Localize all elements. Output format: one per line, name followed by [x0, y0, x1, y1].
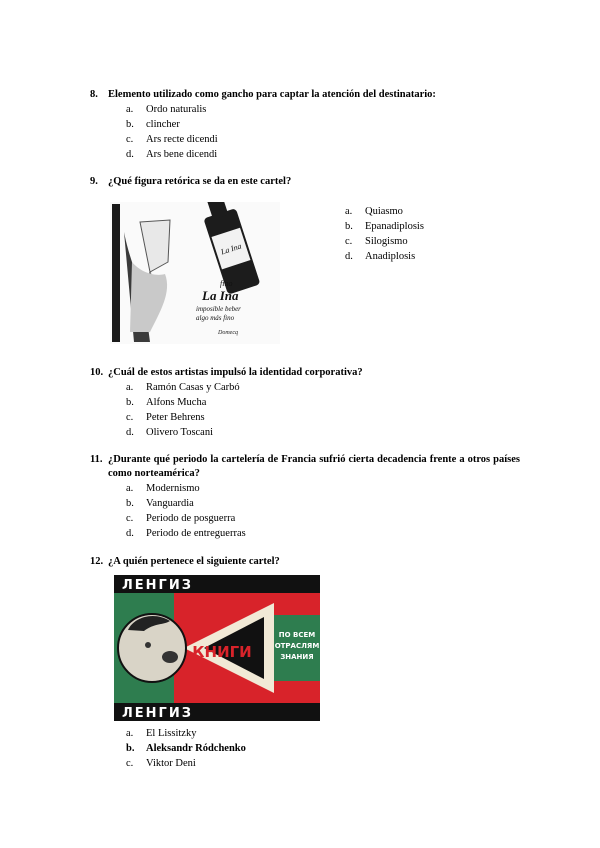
- poster-bottom-lengiz: ЛЕНГИЗ: [122, 706, 193, 721]
- la-ina-poster-image: [110, 202, 280, 344]
- question-number: 9.: [90, 176, 98, 187]
- option-letter: d.: [126, 528, 134, 539]
- option-text: Olivero Toscani: [146, 427, 214, 438]
- question-9: [90, 175, 520, 189]
- options-list: [90, 102, 520, 162]
- question-text: ¿Cuál de estos artistas impulsó la identidad corporativa?: [108, 367, 363, 378]
- option-text: Ramón Casas y Carbó: [146, 382, 240, 393]
- question-12: [90, 555, 520, 569]
- option-text: Periodo de posguerra: [146, 513, 236, 524]
- option-b[interactable]: [90, 741, 520, 756]
- option-text: Anadiplosis: [365, 251, 416, 262]
- question-title: [90, 175, 520, 189]
- question-11: [90, 453, 520, 541]
- option-text: Aleksandr Ródchenko: [146, 743, 246, 754]
- question-10: [90, 366, 520, 440]
- option-letter: d.: [126, 149, 134, 160]
- poster-line-imposible: imposible beber: [196, 305, 241, 313]
- options-list: [345, 204, 505, 264]
- lengiz-poster: [114, 575, 320, 721]
- question-number: 10.: [90, 367, 104, 378]
- option-letter: b.: [345, 221, 353, 232]
- option-a[interactable]: [90, 726, 520, 741]
- option-letter: a.: [345, 206, 353, 217]
- option-letter: b.: [126, 743, 135, 754]
- poster-side-3: ЗНАНИЯ: [280, 653, 314, 661]
- option-d[interactable]: [90, 147, 520, 162]
- question-text: Elemento utilizado como gancho para captar la atención del destinatario:: [108, 89, 436, 100]
- poster-knigi: КНИГИ: [192, 643, 252, 661]
- option-text: Ars bene dicendi: [146, 149, 218, 160]
- option-letter: d.: [126, 427, 134, 438]
- option-a[interactable]: [90, 102, 520, 117]
- option-d[interactable]: [90, 425, 520, 440]
- poster-side-1: ПО ВСЕМ: [278, 631, 316, 639]
- option-letter: a.: [126, 483, 134, 494]
- option-a[interactable]: [90, 380, 520, 395]
- option-letter: c.: [126, 134, 134, 145]
- options-list: [90, 481, 520, 541]
- question-text: ¿Qué figura retórica se da en este cartel?: [108, 176, 292, 187]
- option-a[interactable]: [345, 204, 505, 219]
- bottle-label: La Ina: [219, 241, 243, 257]
- option-b[interactable]: [90, 395, 520, 410]
- option-b[interactable]: [345, 219, 505, 234]
- poster-line-la-ina: La Ina: [202, 288, 239, 303]
- option-text: Alfons Mucha: [146, 397, 207, 408]
- option-d[interactable]: [345, 249, 505, 264]
- option-text: Silogismo: [365, 236, 408, 247]
- option-c[interactable]: [90, 756, 520, 771]
- option-text: Ars recte dicendi: [146, 134, 218, 145]
- question-number: 11.: [90, 454, 103, 465]
- option-text: Ordo naturalis: [146, 104, 207, 115]
- option-text: Quiasmo: [365, 206, 403, 217]
- question-text: ¿A quién pertenece el siguiente cartel?: [108, 556, 280, 567]
- question-title: [90, 366, 520, 380]
- option-text: Modernismo: [146, 483, 200, 494]
- option-text: Vanguardia: [146, 498, 194, 509]
- option-letter: a.: [126, 382, 134, 393]
- option-text: Periodo de entreguerras: [146, 528, 246, 539]
- option-letter: a.: [126, 728, 134, 739]
- option-c[interactable]: [90, 410, 520, 425]
- options-list: [90, 726, 520, 771]
- poster-line-fino: fino: [220, 279, 233, 288]
- question-title: [90, 555, 520, 569]
- poster-signature: Domecq: [218, 330, 238, 336]
- option-letter: c.: [126, 412, 134, 423]
- poster-top-lengiz: ЛЕНГИЗ: [122, 578, 193, 593]
- question-number: 12.: [90, 556, 104, 567]
- option-letter: b.: [126, 397, 134, 408]
- question-number: 8.: [90, 89, 98, 100]
- option-text: Epanadiplosis: [365, 221, 424, 232]
- option-c[interactable]: [345, 234, 505, 249]
- option-letter: c.: [345, 236, 353, 247]
- options-list: [90, 380, 520, 440]
- option-b[interactable]: [90, 117, 520, 132]
- option-d[interactable]: [90, 526, 520, 541]
- option-letter: c.: [126, 758, 134, 769]
- option-letter: d.: [345, 251, 353, 262]
- question-8: [90, 88, 520, 162]
- option-letter: c.: [126, 513, 134, 524]
- lengiz-poster-image: [114, 575, 320, 721]
- option-text: Peter Behrens: [146, 412, 205, 423]
- option-a[interactable]: [90, 481, 520, 496]
- question-12-options: [90, 726, 520, 771]
- option-c[interactable]: [90, 132, 520, 147]
- question-9-options: [345, 204, 505, 264]
- option-letter: a.: [126, 104, 134, 115]
- question-title: [90, 88, 520, 102]
- poster-side-2: ОТРАСЛЯМ: [274, 642, 320, 650]
- la-ina-poster: [110, 202, 280, 344]
- option-text: Viktor Deni: [146, 758, 196, 769]
- question-text: ¿Durante qué periodo la cartelería de Francia sufrió cierta decadencia frente a otros países como norteamérica?: [108, 454, 520, 479]
- option-letter: b.: [126, 498, 134, 509]
- option-text: clincher: [146, 119, 180, 130]
- option-letter: b.: [126, 119, 134, 130]
- option-text: El Lissitzky: [146, 728, 197, 739]
- option-c[interactable]: [90, 511, 520, 526]
- poster-line-algo: algo más fino: [196, 314, 235, 322]
- option-b[interactable]: [90, 496, 520, 511]
- question-title: [90, 453, 520, 481]
